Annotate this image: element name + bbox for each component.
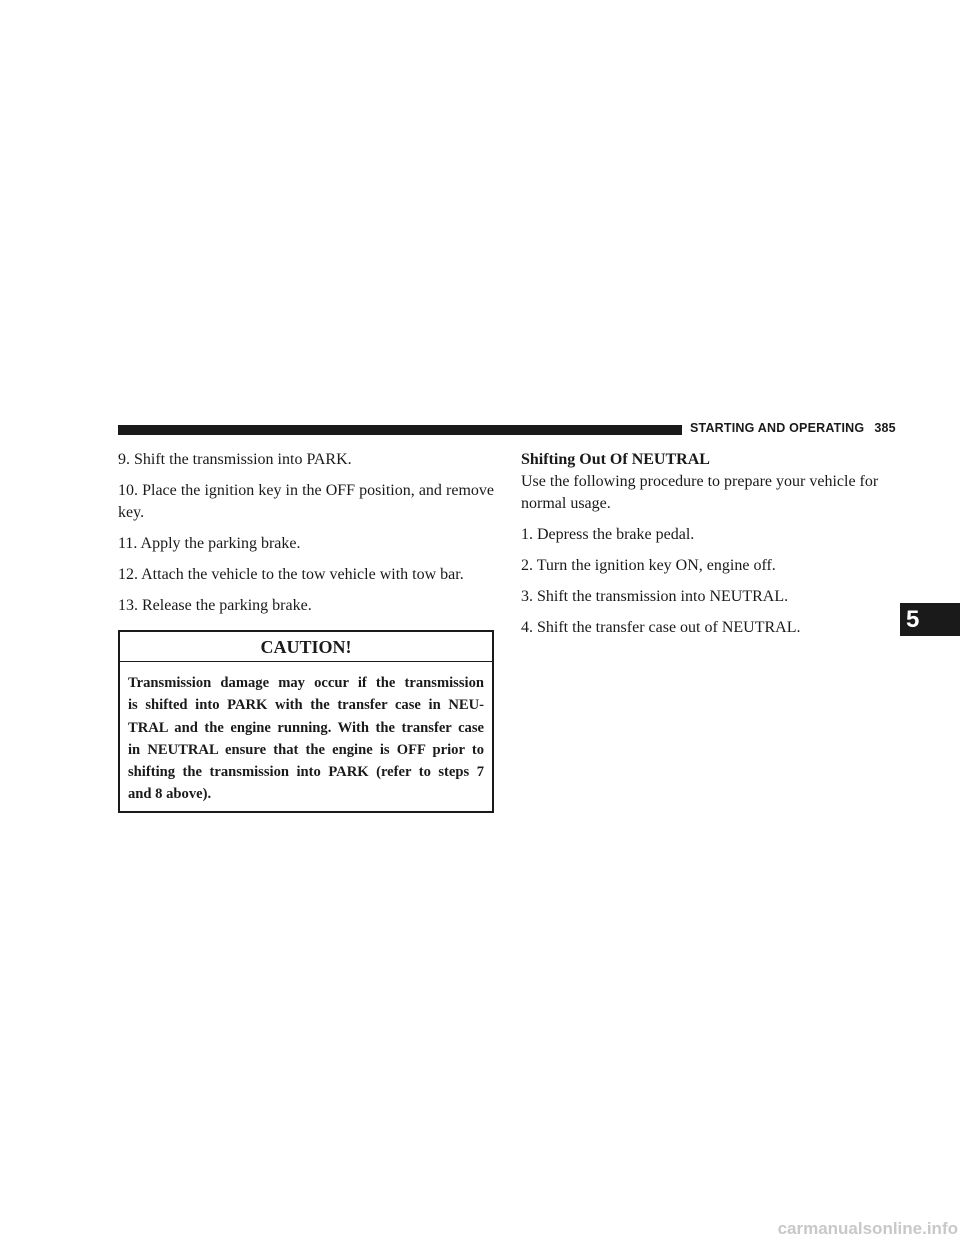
caution-line: Transmission damage may occur if the transmission (128, 675, 484, 691)
step-1: 1. Depress the brake pedal. (521, 526, 695, 543)
caution-line: shifting the transmission into PARK (refer to steps 7 (128, 764, 484, 781)
step-12: 12. Attach the vehicle to the tow vehicle with tow bar. (118, 566, 464, 583)
caution-line: in NEUTRAL ensure that the engine is OFF prior to (128, 741, 484, 758)
chapter-number: 5 (906, 606, 920, 633)
step-11: 11. Apply the parking brake. (118, 535, 301, 552)
page-number: 385 (874, 421, 896, 435)
caution-box (118, 630, 494, 813)
section-title: STARTING AND OPERATING (690, 421, 865, 435)
step-10: 10. Place the ignition key in the OFF position, and remove key. (118, 482, 494, 521)
watermark: carmanualsonline.info (777, 1219, 958, 1238)
step-9: 9. Shift the transmission into PARK. (118, 451, 352, 468)
section-heading: Shifting Out Of NEUTRAL (521, 451, 710, 468)
left-column (118, 449, 494, 813)
caution-line: TRAL and the engine running. With the transfer case (128, 719, 484, 736)
chapter-tab (900, 603, 960, 636)
header-rule (118, 425, 682, 435)
caution-line: is shifted into PARK with the transfer case in NEU- (128, 697, 484, 714)
step-4: 4. Shift the transfer case out of NEUTRAL. (521, 619, 801, 636)
intro-paragraph: Use the following procedure to prepare your vehicle for normal usage. (521, 473, 879, 512)
step-2: 2. Turn the ignition key ON, engine off. (521, 557, 776, 574)
caution-text (128, 672, 484, 806)
caution-line: and 8 above). (128, 786, 212, 803)
caution-title: CAUTION! (120, 632, 492, 662)
running-header (690, 421, 896, 435)
right-column (521, 449, 901, 648)
step-3: 3. Shift the transmission into NEUTRAL. (521, 588, 789, 605)
step-13: 13. Release the parking brake. (118, 597, 312, 614)
